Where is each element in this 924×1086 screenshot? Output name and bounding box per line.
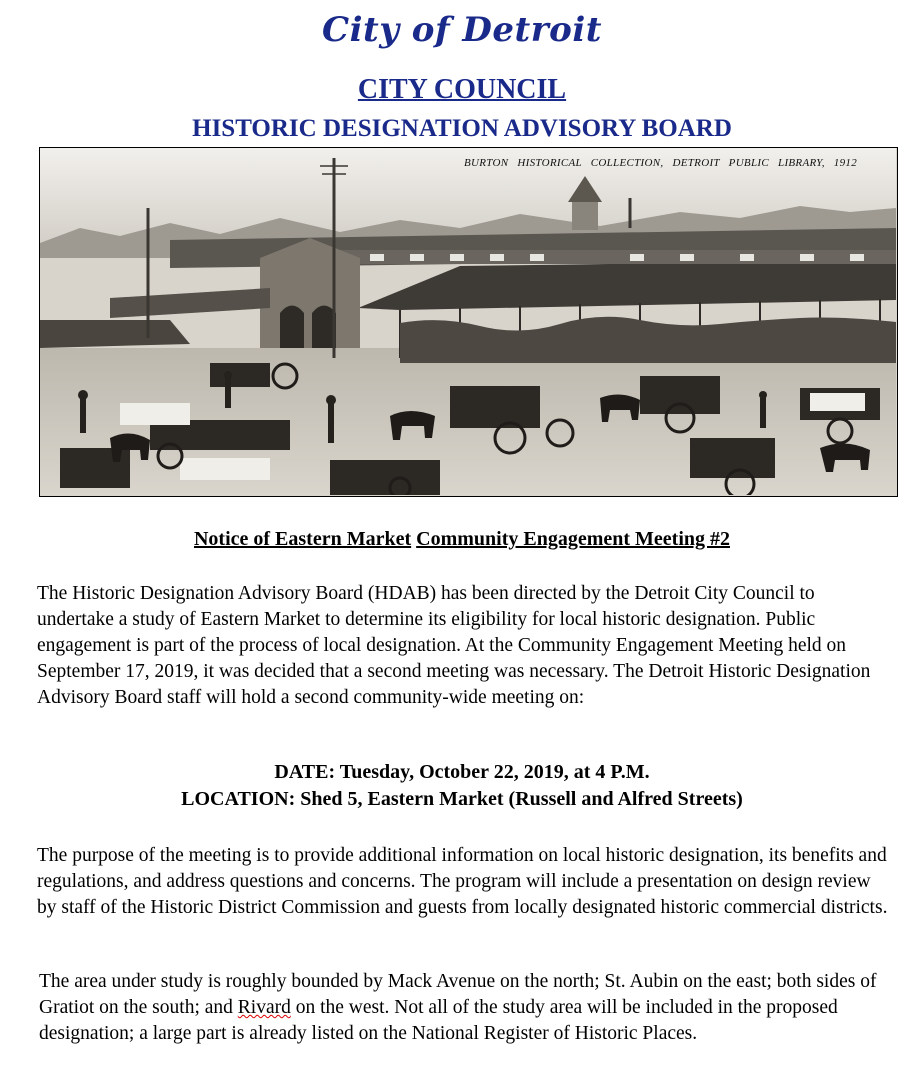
notice-title-part1: Notice of Eastern Market — [193, 528, 412, 550]
photo-caption: BURTON HISTORICAL COLLECTION, DETROIT PUBLIC LIBRARY, 1912 — [463, 157, 857, 169]
meeting-date: DATE: Tuesday, October 22, 2019, at 4 P.M. — [274, 761, 650, 783]
purpose-paragraph: The purpose of the meeting is to provide additional information on local historic designation, its benefits and regulations, and address questions and concerns. The program will include a presentation on design review by staff of the Historic District Commission and guests from locally designated historic commercial districts. — [37, 845, 888, 918]
study-area-paragraph — [39, 969, 895, 1047]
city-council-text: CITY COUNCIL — [357, 74, 567, 105]
city-council-heading — [0, 74, 924, 106]
intro-paragraph: The Historic Designation Advisory Board (HDAB) has been directed by the Detroit City Council to undertake a study of Eastern Market to determine its eligibility for local historic designation. Public engagement is part of the process of local designation. At the Community Engagement Meeting held on September 17, 2019, it was decided that a second meeting was necessary. The Detroit Historic Designation Advisory Board staff will hold a second community-wide meeting on: — [37, 583, 871, 708]
spellcheck-flagged-word: Rivard — [237, 997, 291, 1018]
market-photo-illustration — [40, 148, 896, 495]
notice-title — [0, 528, 924, 551]
study-area-text-end: on the west. Not all of the study area will be included in the proposed designation; a large part is already listed on the National Register of Historic Places. — [39, 997, 838, 1044]
study-area-text-start: The area under study is roughly bounded by Mack Avenue on the north; St. Aubin on the east; both sides of Gratiot on the south; and — [39, 971, 877, 1018]
notice-title-part2: Community Engagement Meeting #2 — [416, 528, 730, 550]
city-of-detroit-title: City of Detroit — [322, 10, 602, 50]
eastern-market-photo — [39, 147, 898, 497]
meeting-location: LOCATION: Shed 5, Eastern Market (Russell and Alfred Streets) — [181, 788, 743, 810]
board-heading: HISTORIC DESIGNATION ADVISORY BOARD — [192, 115, 732, 142]
